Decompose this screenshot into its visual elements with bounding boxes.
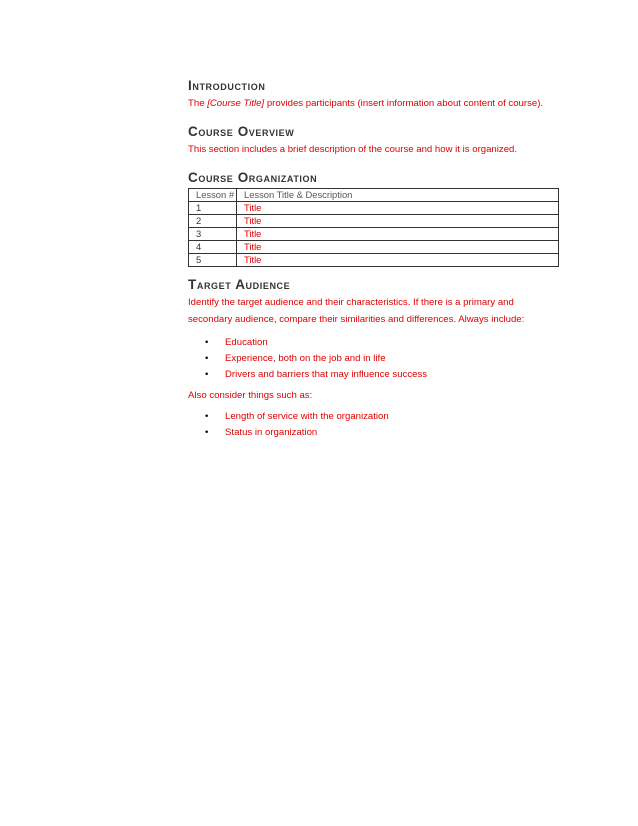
audience-heading: Target Audience [188,277,291,292]
lesson-number-cell: 1 [189,202,237,215]
list-item [188,426,560,439]
list-item-text: Status in organization [225,427,318,438]
table-header-row [189,189,559,202]
consider-list [188,410,560,439]
introduction-paragraph [188,97,560,110]
lesson-title-cell: Title [237,228,559,241]
list-item-text: Education [225,337,268,348]
organization-heading: Course Organization [188,170,318,185]
overview-section [188,124,560,156]
lesson-title-cell: Title [237,241,559,254]
lessons-table [188,188,559,267]
lesson-title-cell: Title [237,202,559,215]
lesson-title-cell: Title [237,215,559,228]
list-item-text: Drivers and barriers that may influence success [225,369,428,380]
list-item [188,336,560,349]
list-item [188,352,560,365]
overview-heading: Course Overview [188,124,295,139]
list-item [188,410,560,423]
course-title-placeholder: [Course Title] [207,98,265,109]
lesson-number-cell: 2 [189,215,237,228]
bullet-dot-icon: • [205,353,209,364]
table-row [189,254,559,267]
consider-paragraph: Also consider things such as: [188,390,313,401]
organization-section [188,170,560,267]
lesson-number-cell: 3 [189,228,237,241]
lesson-number-cell: 4 [189,241,237,254]
audience-section [188,277,560,439]
bullet-dot-icon: • [205,369,209,380]
lesson-title-cell: Title [237,254,559,267]
list-item-text: Experience, both on the job and in life [225,353,386,364]
introduction-text-before: The [188,98,208,109]
bullet-dot-icon: • [205,427,209,438]
audience-paragraph: Identify the target audience and their characteristics. If there is a primary and secondary audience, compare their similarities and differences. Always include: [188,297,525,325]
bullet-dot-icon: • [205,337,209,348]
document-content [188,78,560,442]
include-list [188,336,560,381]
introduction-heading: Introduction [188,78,266,93]
table-row [189,241,559,254]
list-item [188,368,560,381]
bullet-dot-icon: • [205,411,209,422]
introduction-text-after: provides participants (insert information about content of course). [264,98,544,109]
table-row [189,228,559,241]
list-item-text: Length of service with the organization [225,411,389,422]
column-header-lesson-title: Lesson Title & Description [237,189,559,202]
column-header-lesson-number: Lesson # [189,189,237,202]
overview-paragraph: This section includes a brief description of the course and how it is organized. [188,144,518,155]
lesson-number-cell: 5 [189,254,237,267]
table-row [189,202,559,215]
table-row [189,215,559,228]
